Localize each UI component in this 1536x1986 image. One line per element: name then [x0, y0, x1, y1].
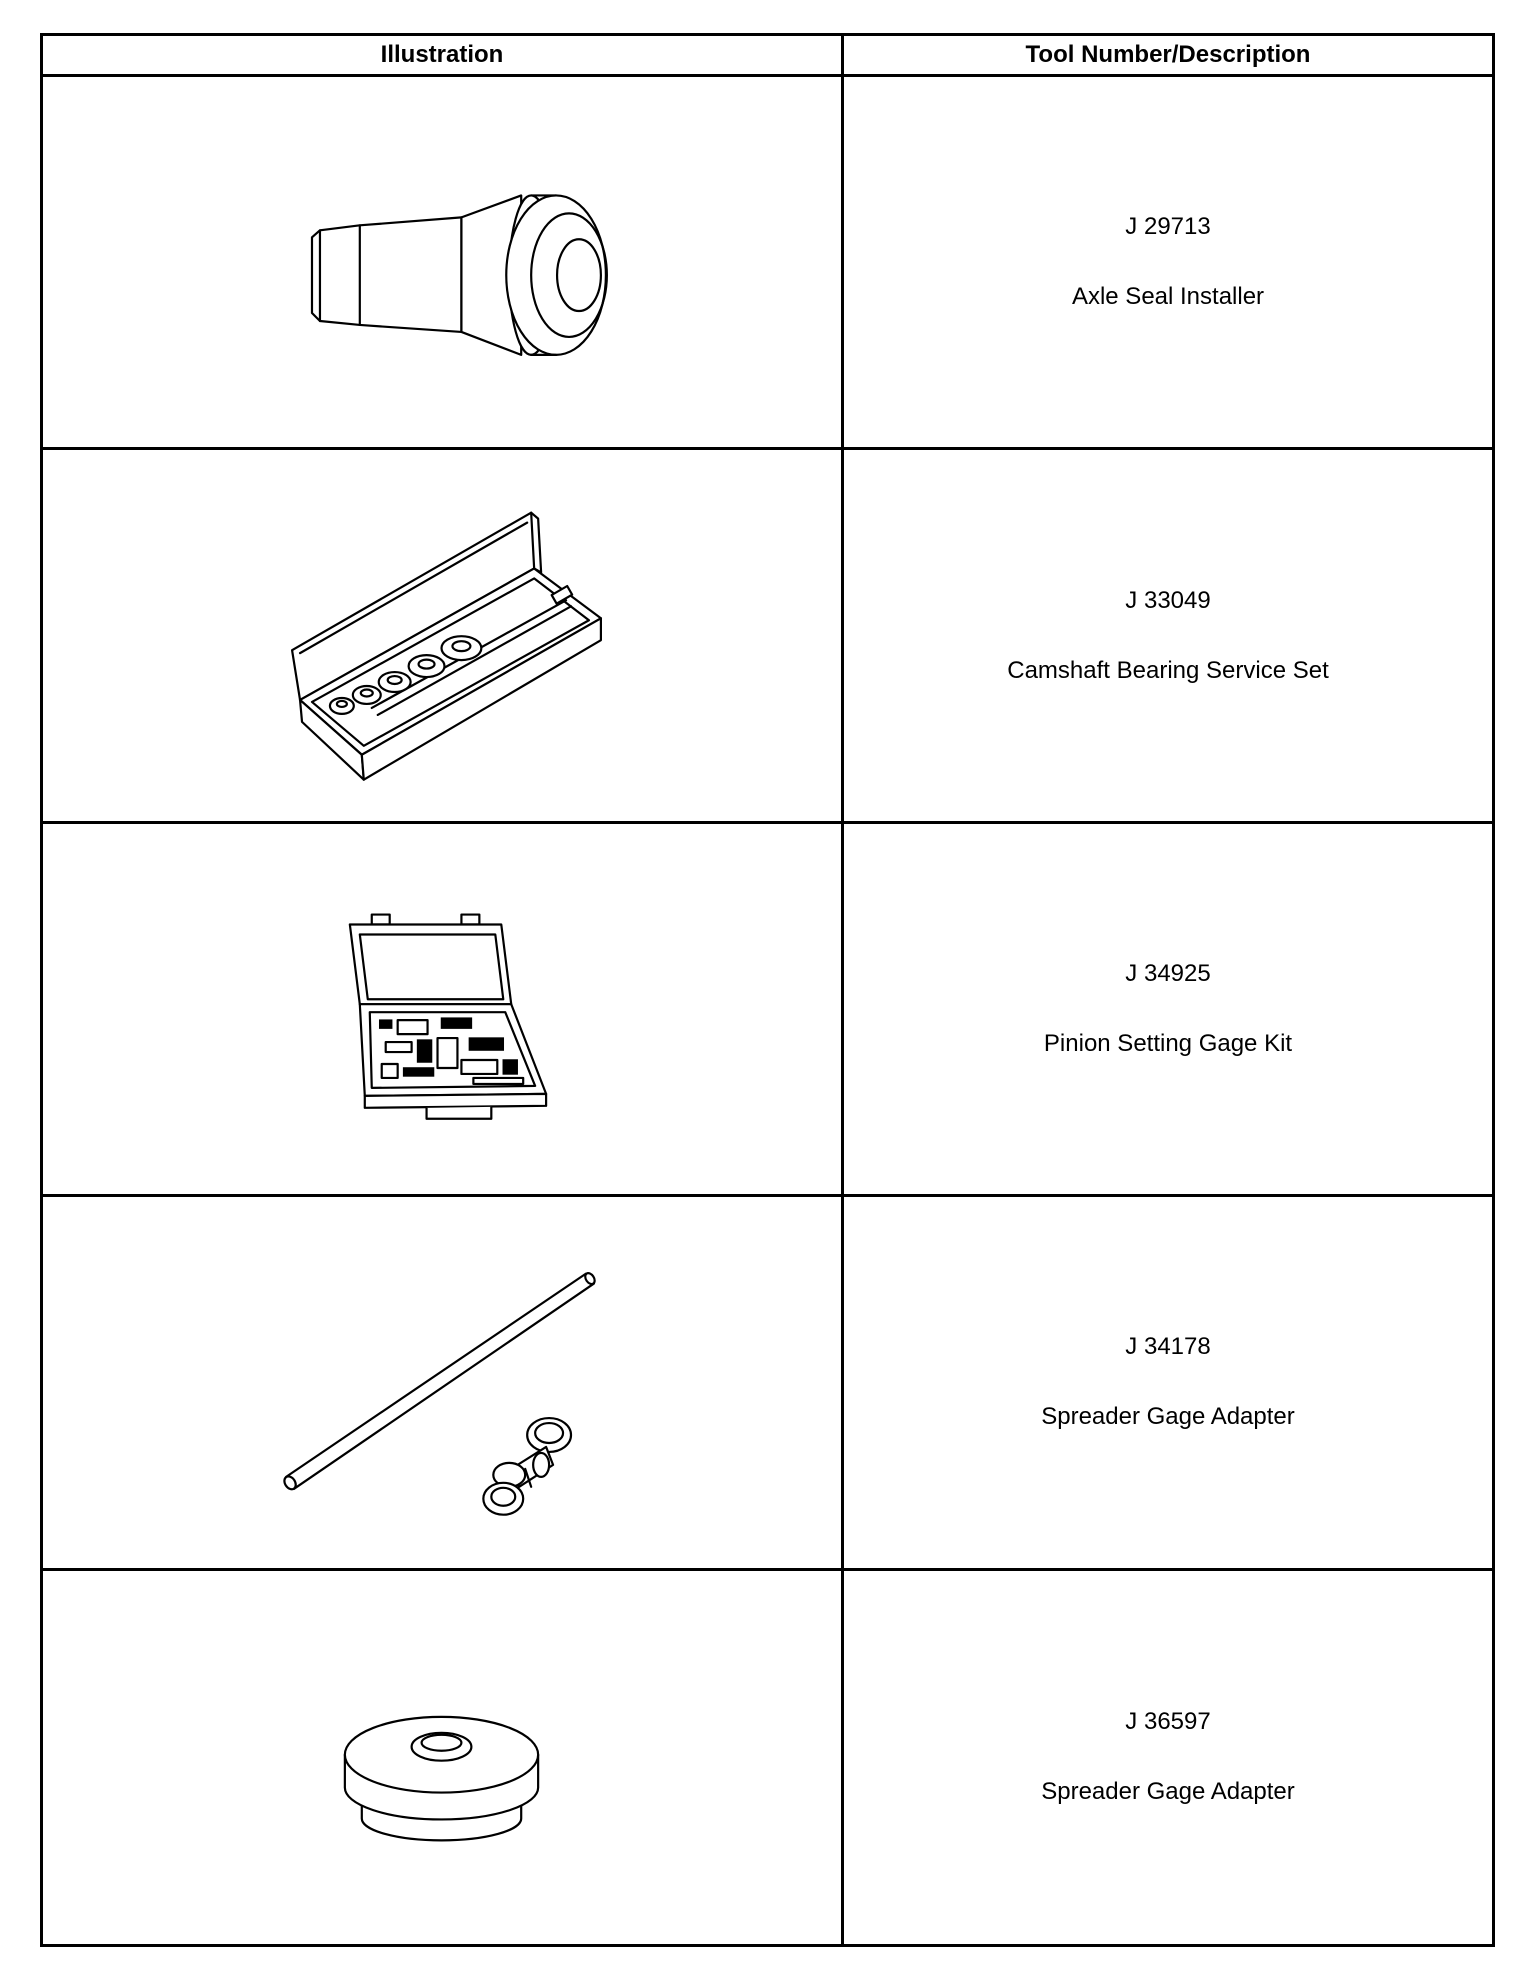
header-tool-number-description: Tool Number/Description — [844, 36, 1492, 77]
tool-number: J 34925 — [1125, 959, 1211, 987]
tool-number: J 34178 — [1125, 1333, 1211, 1361]
tool-description-cell — [844, 824, 1492, 1197]
tool-number: J 33049 — [1125, 586, 1211, 614]
spreader-gage-rod-icon — [43, 1197, 841, 1567]
tool-description-cell — [844, 77, 1492, 450]
illustration-cell — [43, 1571, 844, 1944]
tool-number: J 36597 — [1125, 1708, 1211, 1736]
tool-description: Spreader Gage Adapter — [1041, 1778, 1295, 1806]
tool-number: J 29713 — [1125, 213, 1211, 241]
tool-description: Axle Seal Installer — [1071, 283, 1265, 311]
pinion-gage-kit-icon — [43, 824, 841, 1194]
tool-description: Spreader Gage Adapter — [1041, 1403, 1295, 1431]
illustration-cell — [43, 77, 844, 450]
header-illustration: Illustration — [43, 36, 844, 77]
axle-seal-installer-icon — [43, 77, 841, 447]
illustration-cell — [43, 450, 844, 823]
tool-description-cell — [844, 1197, 1492, 1570]
tool-table — [40, 33, 1495, 1947]
tool-description-cell — [844, 450, 1492, 823]
tool-description-cell — [844, 1571, 1492, 1944]
illustration-cell — [43, 1197, 844, 1570]
spreader-gage-disc-icon — [43, 1571, 841, 1944]
camshaft-bearing-set-icon — [43, 450, 841, 820]
tool-description: Pinion Setting Gage Kit — [1043, 1029, 1293, 1057]
tool-description: Camshaft Bearing Service Set — [1007, 656, 1329, 684]
illustration-cell — [43, 824, 844, 1197]
